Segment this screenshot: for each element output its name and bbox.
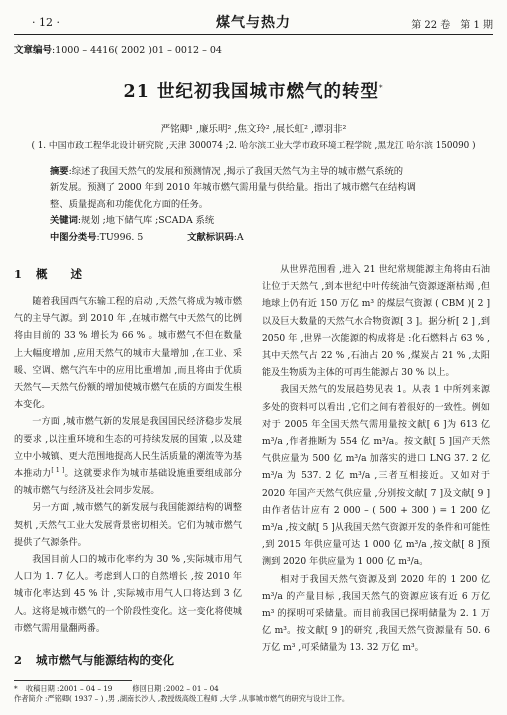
journal-name: 煤气与热力 xyxy=(216,15,291,31)
revised-date: 修回日期 :2002 – 01 – 04 xyxy=(132,684,219,693)
abstract-label: 摘要 xyxy=(50,166,69,177)
author-list: 严铭卿¹ ,廉乐明² ,焦文玲² ,展长虹² ,谭羽非² xyxy=(160,124,347,135)
keywords-value: :规划 ;地下储气库 ;SCADA 系统 xyxy=(77,215,215,227)
keywords-label: 关键词 xyxy=(50,215,78,227)
paragraph: 从世界范围看 ,进入 21 世纪常规能源主角将由石油让位于天然气 ,到本世纪中叶传统油气资源逐渐枯竭 ,但地球上仍有近 150 万亿 m³ 的煤层气资源 ( CBM )[ 2 ]以及巨大数量的天然气水合物资源[ 3 ]。据分析[ 2 ] ,到 2050 年 ,世界一次能源的构成将是 :化石燃料占 63 % ,其中天然气占 22 % ,石油占 20 % ,煤炭占 21 % ,太阳能及生物质为主体的可再生能源占 30 % 以上。 xyxy=(262,265,490,379)
keywords-row xyxy=(50,213,445,229)
article-number-label: 文章编号 xyxy=(14,45,53,56)
paragraph: 我国天然气的发展趋势见表 1。从表 1 中所列来源多处的资料可以看出 ,它们之间有着很好的一致性。例如对于 2005 年全国天然气需用量按文献[ 6 ]为 613 亿 m³/a ,作者推断为 554 亿 m³/a。按文献[ 5 ]国产天然气供应量为 500 亿 m³/a 加落实的进口 LNG 37. 2 亿 m³/a 为 537. 2 亿 m³/a ,三者互相接近。又如对于 2020 年国产天然气供应量 ,分别按文献[ 7 ]及文献[ 9 ]由作者估计应有 2 000 – ( 500 + 300 ) = 1 200 亿 m³/a ,按文献[ 5 ]从我国天然气资源开发的条件和可能性 ,到 2015 年供应量可达 1 000 亿 m³/a ,按文献[ 8 ]预测到 2020 年供应量为 1 000 亿 m³/a。 xyxy=(262,385,490,568)
abstract-block xyxy=(50,164,445,246)
abstract-line-3: 整、质量提高和功能优化方面的任务。 xyxy=(50,198,209,210)
running-header xyxy=(14,10,493,34)
footnote-mark: * xyxy=(14,684,18,693)
right-column xyxy=(262,262,490,658)
clc-label: 中图分类号 xyxy=(50,231,97,243)
author-bio: 作者简介 :严铭卿( 1937 – ) ,男 ,湖南长沙人 ,教授级高级工程师 ,大学 ,从事城市燃气的研究与设计工作。 xyxy=(14,694,350,703)
title-text: 21 世纪初我国城市燃气的转型 xyxy=(123,82,379,102)
header-rule xyxy=(14,34,493,35)
paragraph: 我国目前人口的城市化率约为 30 % ,实际城市用气人口为 1. 7 亿人。考虑到人口的自然增长 ,按 2010 年城市化率达到 45 % 计 ,实际城市用气人口将达到 3 亿人。这将是城市燃气的一个阶段性变化。这一变化将使城市燃气需用量翻两番。 xyxy=(14,555,242,634)
footnote-dates xyxy=(14,684,349,694)
article-title xyxy=(0,78,507,103)
section-1-title: 概 述 xyxy=(36,267,82,281)
doc-code-value: :A xyxy=(233,231,244,243)
paragraph: 相对于我国天然气资源及到 2020 年的 1 200 亿 m³/a 的产量目标 ,我国天然气的资源应该有近 6 万亿 m³ 的探明可采储量。而目前我国已探明储量为 2. 1 万亿 m³。按文献[ 9 ]的研究 ,我国天然气资源量有 50. 6 万亿 m³ ,可采储量为 13. 32 万亿 m³。 xyxy=(262,574,490,654)
paragraph: 一方面 ,城市燃气新的发展是我国国民经济稳步发展的要求 ,以注重环境和生态的可持续发展的国策 ,以及建立中小城镇、更大范围地提高人民生活质量的潮流等为基本推动力[ 1 ]。这就要求作为城市基础设施重要组成部分的城市燃气与经济及社会同步发展。 xyxy=(14,417,242,497)
received-date: 收稿日期 :2001 – 04 – 19 xyxy=(26,684,113,693)
section-2-title: 城市燃气与能源结构的变化 xyxy=(36,653,174,668)
classification-row xyxy=(50,230,445,246)
left-column xyxy=(14,262,242,676)
section-1-number: 1 xyxy=(14,267,23,281)
page-number: · 12 · xyxy=(32,16,60,29)
paragraph: 随着我国西气东输工程的启动 ,天然气将成为城市燃气的主导气源。到 2010 年 ,在城市燃气中天然气的比例将由目前的 33 % 增长为 66 % 。城市燃气不但在数量上大幅度增加 ,应用天然气的城市大量增加 ,在工业、采暖、空调、燃气汽车中的应用比重增加 ,而且将由于优质天然气—天然气份额的增加使城市燃气在质的方面发生根本变化。 xyxy=(14,297,242,411)
doc-code-label: 文献标识码 xyxy=(187,231,234,243)
article-number-value: :1000 – 4416( 2002 )01 – 0012 – 04 xyxy=(52,45,222,56)
section-2-heading xyxy=(14,650,242,670)
paragraph: 另一方面 ,城市燃气的新发展与我国能源结构的调整契机 ,天然气工业大发展背景密切相关。它们为城市燃气提供了气源条件。 xyxy=(14,503,242,548)
citation-ref: [ 1 ] xyxy=(51,467,65,474)
clc-value: :TU996. 5 xyxy=(96,231,144,243)
footnote-rule xyxy=(14,680,132,681)
issue-info: 第 22 卷 第 1 期 xyxy=(411,20,493,31)
abstract-line-1: 摘要:综述了我国天然气的发展和预测情况 ,揭示了我国天然气为主导的城市燃气系统的 xyxy=(50,166,404,177)
footnotes xyxy=(14,684,349,704)
abstract-line-2: 新发展。预测了 2000 年到 2010 年城市燃气需用量与供给量。指出了城市燃气在结构调 xyxy=(50,182,416,194)
section-2-number: 2 xyxy=(14,653,23,668)
author-affiliations: ( 1. 中国市政工程华北设计研究院 ,天津 300074 ;2. 哈尔滨工业大学市政环境工程学院 ,黑龙江 哈尔滨 150090 ) xyxy=(31,141,476,151)
section-1-heading xyxy=(14,264,242,284)
article-number xyxy=(14,42,222,56)
title-footnote-mark: * xyxy=(378,84,384,93)
